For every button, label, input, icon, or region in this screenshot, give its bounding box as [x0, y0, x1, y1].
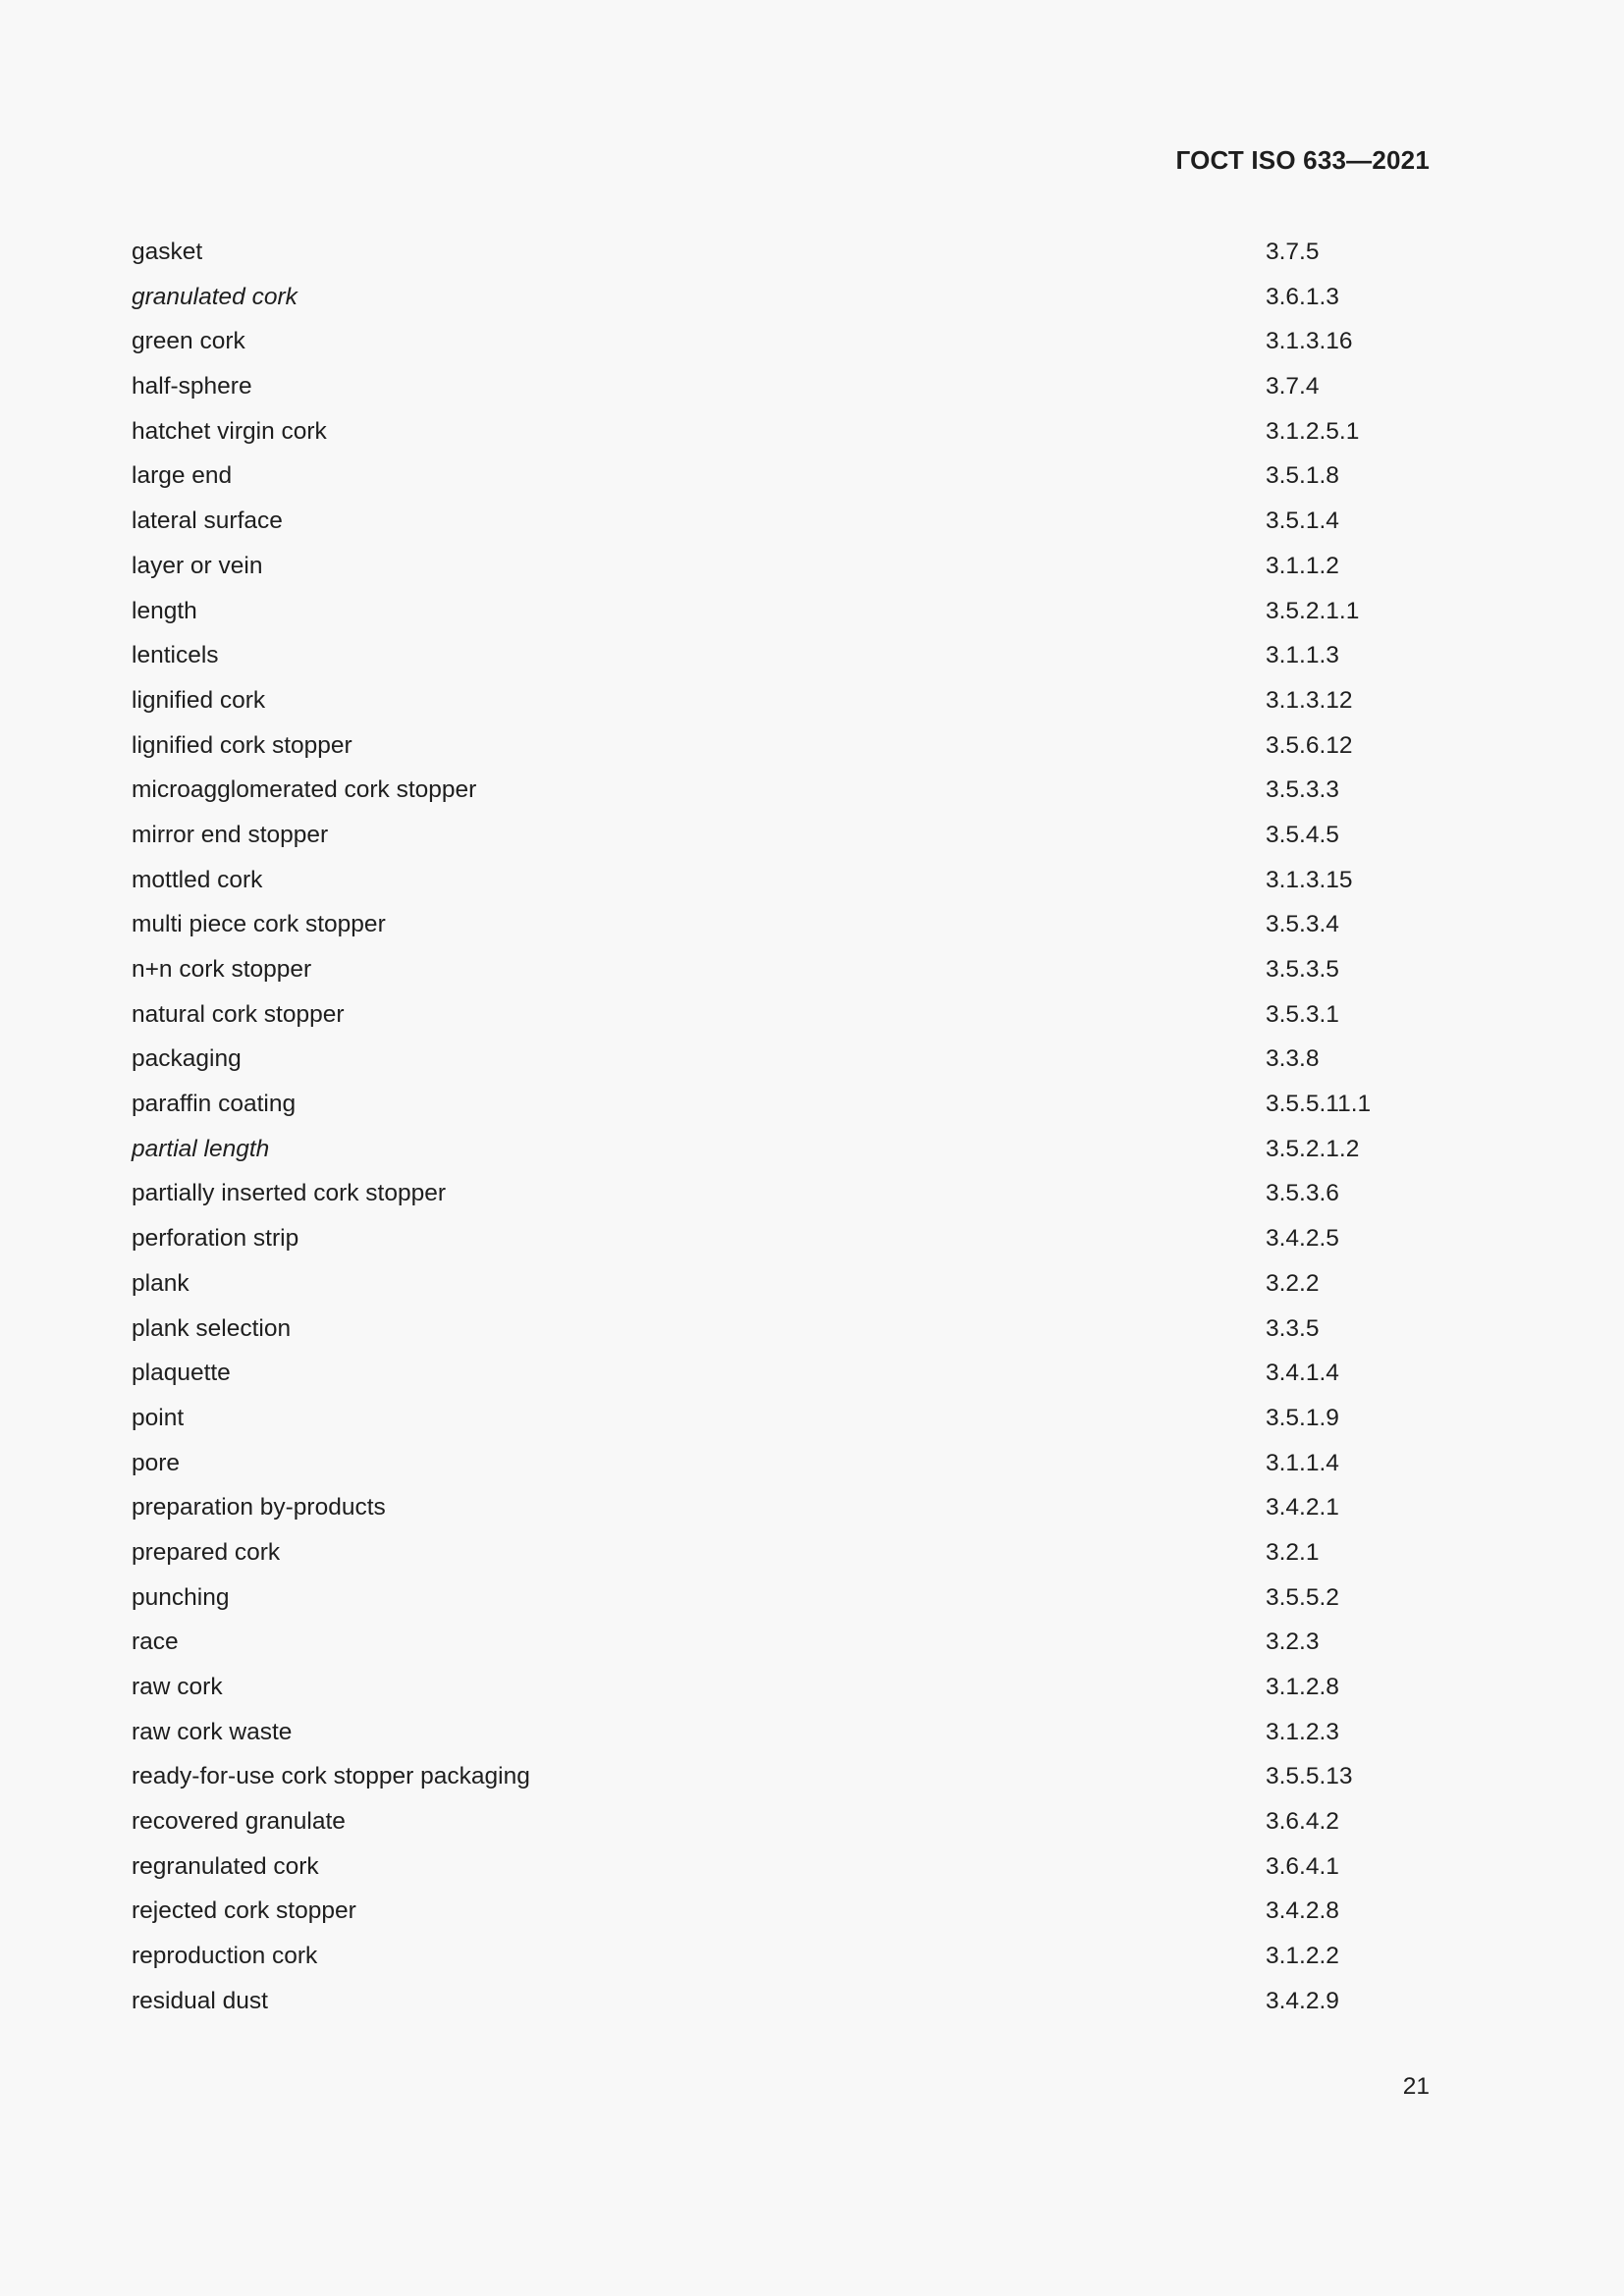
- index-term: point: [132, 1404, 185, 1431]
- index-term: paraffin coating: [132, 1091, 297, 1118]
- index-reference-number: 3.1.1.2: [1266, 552, 1339, 579]
- index-row: [132, 728, 1428, 774]
- index-reference-number: 3.1.1.4: [1266, 1449, 1339, 1476]
- index-term: partially inserted cork stopper: [132, 1180, 447, 1207]
- index-term: gasket: [132, 239, 203, 265]
- index-row: [132, 324, 1428, 369]
- index-reference-number: 3.5.5.13: [1266, 1763, 1353, 1790]
- index-reference-number: 3.5.1.9: [1266, 1404, 1339, 1431]
- document-header: ГОСТ ISO 633—2021: [1175, 145, 1430, 175]
- index-term: granulated cork: [132, 283, 298, 310]
- index-row: [132, 1490, 1428, 1535]
- index-row: [132, 1580, 1428, 1626]
- index-reference-number: 3.1.2.5.1: [1266, 417, 1360, 445]
- index-term: layer or vein: [132, 552, 263, 579]
- index-reference-number: 3.1.3.12: [1266, 686, 1353, 714]
- index-reference-number: 3.3.8: [1266, 1045, 1320, 1073]
- index-row: [132, 1132, 1428, 1177]
- index-row: [132, 1759, 1428, 1804]
- index-row: [132, 818, 1428, 863]
- index-reference-number: 3.5.5.11.1: [1266, 1091, 1372, 1118]
- index-term: n+n cork stopper: [132, 956, 312, 983]
- index-term: large end: [132, 462, 233, 490]
- index-row: [132, 997, 1428, 1042]
- index-term: multi piece cork stopper: [132, 911, 386, 938]
- index-term: reproduction cork: [132, 1943, 318, 1970]
- index-row: [132, 1939, 1428, 1984]
- term-index-list: [132, 235, 1428, 2029]
- index-row: [132, 1894, 1428, 1939]
- index-row: [132, 1670, 1428, 1715]
- index-row: [132, 235, 1428, 280]
- index-row: [132, 1715, 1428, 1760]
- index-row: [132, 638, 1428, 683]
- index-term: recovered granulate: [132, 1808, 346, 1836]
- index-row: [132, 907, 1428, 952]
- index-reference-number: 3.5.1.4: [1266, 507, 1339, 535]
- index-reference-number: 3.6.4.2: [1266, 1808, 1339, 1836]
- index-row: [132, 1311, 1428, 1357]
- index-reference-number: 3.5.3.5: [1266, 956, 1339, 983]
- index-term: punching: [132, 1583, 230, 1611]
- index-term: perforation strip: [132, 1225, 299, 1253]
- index-row: [132, 280, 1428, 325]
- index-term: regranulated cork: [132, 1852, 319, 1880]
- index-row: [132, 1625, 1428, 1670]
- index-row: [132, 773, 1428, 818]
- index-row: [132, 1221, 1428, 1266]
- index-term: microagglomerated cork stopper: [132, 776, 477, 804]
- index-reference-number: 3.1.2.8: [1266, 1674, 1339, 1700]
- index-reference-number: 3.5.6.12: [1266, 731, 1353, 759]
- index-row: [132, 1849, 1428, 1895]
- index-row: [132, 369, 1428, 414]
- index-reference-number: 3.2.1: [1266, 1538, 1320, 1566]
- index-reference-number: 3.2.3: [1266, 1629, 1320, 1656]
- index-reference-number: 3.5.3.6: [1266, 1180, 1339, 1207]
- index-row: [132, 1041, 1428, 1087]
- index-term: natural cork stopper: [132, 1000, 345, 1028]
- index-term: half-sphere: [132, 373, 252, 400]
- index-term: lateral surface: [132, 507, 283, 535]
- index-term: preparation by-products: [132, 1494, 386, 1522]
- index-term: mirror end stopper: [132, 821, 329, 848]
- index-reference-number: 3.6.1.3: [1266, 283, 1339, 310]
- index-reference-number: 3.1.1.3: [1266, 642, 1339, 669]
- index-term: plaquette: [132, 1360, 231, 1387]
- index-reference-number: 3.4.2.9: [1266, 1987, 1339, 2014]
- index-row: [132, 1984, 1428, 2029]
- index-term: residual dust: [132, 1987, 268, 2014]
- index-row: [132, 504, 1428, 549]
- index-reference-number: 3.3.5: [1266, 1314, 1320, 1342]
- index-row: [132, 1356, 1428, 1401]
- index-reference-number: 3.2.2: [1266, 1269, 1320, 1297]
- index-reference-number: 3.5.2.1.2: [1266, 1135, 1360, 1162]
- index-term: partial length: [132, 1135, 270, 1162]
- index-row: [132, 458, 1428, 504]
- index-reference-number: 3.5.3.3: [1266, 776, 1339, 804]
- index-term: pore: [132, 1449, 181, 1476]
- index-row: [132, 1087, 1428, 1132]
- index-row: [132, 594, 1428, 639]
- page-number: 21: [1402, 2073, 1430, 2100]
- index-row: [132, 414, 1428, 459]
- index-reference-number: 3.6.4.1: [1266, 1852, 1339, 1880]
- index-term: lenticels: [132, 642, 219, 669]
- index-row: [132, 549, 1428, 594]
- index-term: packaging: [132, 1045, 242, 1073]
- index-term: plank selection: [132, 1314, 292, 1342]
- index-term: plank: [132, 1269, 189, 1297]
- index-reference-number: 3.1.2.2: [1266, 1943, 1339, 1970]
- index-term: raw cork waste: [132, 1718, 293, 1745]
- index-term: raw cork: [132, 1674, 223, 1700]
- index-reference-number: 3.5.4.5: [1266, 821, 1339, 848]
- index-term: mottled cork: [132, 866, 263, 893]
- index-term: rejected cork stopper: [132, 1897, 356, 1925]
- index-reference-number: 3.7.5: [1266, 239, 1320, 265]
- index-reference-number: 3.1.3.15: [1266, 866, 1353, 893]
- index-reference-number: 3.1.2.3: [1266, 1718, 1339, 1745]
- index-term: race: [132, 1629, 179, 1656]
- index-reference-number: 3.5.2.1.1: [1266, 597, 1360, 624]
- index-reference-number: 3.4.2.1: [1266, 1494, 1339, 1522]
- index-term: prepared cork: [132, 1538, 281, 1566]
- index-reference-number: 3.1.3.16: [1266, 328, 1353, 355]
- index-reference-number: 3.4.2.8: [1266, 1897, 1339, 1925]
- index-term: green cork: [132, 328, 245, 355]
- index-term: length: [132, 597, 197, 624]
- index-row: [132, 1401, 1428, 1446]
- index-reference-number: 3.5.5.2: [1266, 1583, 1339, 1611]
- index-row: [132, 1446, 1428, 1491]
- index-row: [132, 1804, 1428, 1849]
- index-reference-number: 3.5.1.8: [1266, 462, 1339, 490]
- index-term: lignified cork: [132, 686, 266, 714]
- index-term: ready-for-use cork stopper packaging: [132, 1763, 530, 1790]
- index-term: hatchet virgin cork: [132, 417, 327, 445]
- index-reference-number: 3.5.3.4: [1266, 911, 1339, 938]
- index-row: [132, 863, 1428, 908]
- index-reference-number: 3.4.2.5: [1266, 1225, 1339, 1253]
- index-row: [132, 1266, 1428, 1311]
- index-row: [132, 1176, 1428, 1221]
- index-reference-number: 3.4.1.4: [1266, 1360, 1339, 1387]
- index-reference-number: 3.5.3.1: [1266, 1000, 1339, 1028]
- index-row: [132, 1535, 1428, 1580]
- index-reference-number: 3.7.4: [1266, 373, 1320, 400]
- index-row: [132, 952, 1428, 997]
- index-term: lignified cork stopper: [132, 731, 352, 759]
- index-row: [132, 683, 1428, 728]
